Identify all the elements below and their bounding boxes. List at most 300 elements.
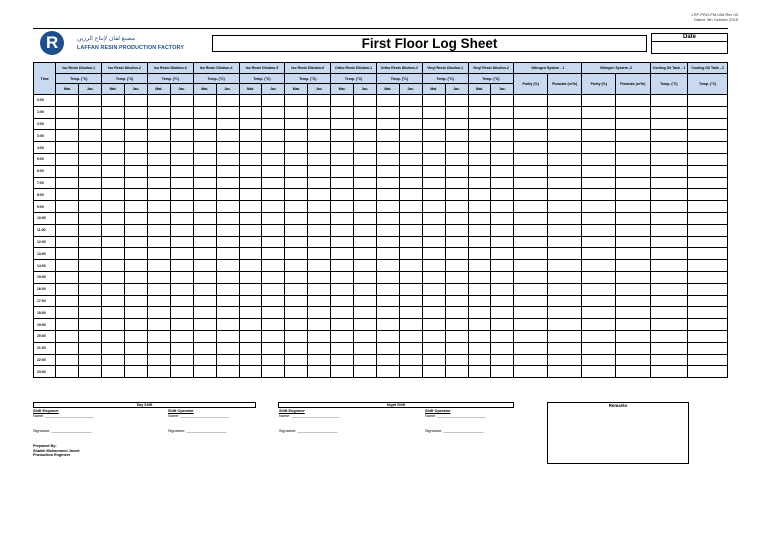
entry-cell[interactable]	[399, 177, 422, 189]
entry-cell[interactable]	[193, 130, 216, 142]
entry-cell[interactable]	[170, 201, 193, 213]
entry-cell[interactable]	[514, 224, 548, 236]
entry-cell[interactable]	[193, 118, 216, 130]
entry-cell[interactable]	[193, 142, 216, 154]
entry-cell[interactable]	[79, 201, 102, 213]
entry-cell[interactable]	[56, 307, 79, 319]
entry-cell[interactable]	[547, 106, 582, 118]
entry-cell[interactable]	[56, 165, 79, 177]
entry-cell[interactable]	[445, 260, 468, 272]
entry-cell[interactable]	[376, 271, 399, 283]
entry-cell[interactable]	[399, 236, 422, 248]
entry-cell[interactable]	[262, 189, 285, 201]
entry-cell[interactable]	[102, 212, 125, 224]
entry-cell[interactable]	[147, 177, 170, 189]
entry-cell[interactable]	[582, 330, 616, 342]
entry-cell[interactable]	[445, 142, 468, 154]
entry-cell[interactable]	[445, 307, 468, 319]
entry-cell[interactable]	[376, 330, 399, 342]
entry-cell[interactable]	[331, 260, 354, 272]
entry-cell[interactable]	[650, 271, 688, 283]
entry-cell[interactable]	[491, 319, 514, 331]
entry-cell[interactable]	[491, 295, 514, 307]
day-operator-signature[interactable]: Signature: ___________________	[168, 429, 227, 433]
entry-cell[interactable]	[56, 130, 79, 142]
entry-cell[interactable]	[399, 283, 422, 295]
entry-cell[interactable]	[79, 260, 102, 272]
entry-cell[interactable]	[650, 342, 688, 354]
entry-cell[interactable]	[376, 342, 399, 354]
entry-cell[interactable]	[354, 189, 377, 201]
entry-cell[interactable]	[422, 201, 445, 213]
entry-cell[interactable]	[354, 248, 377, 260]
entry-cell[interactable]	[216, 354, 239, 366]
entry-cell[interactable]	[262, 224, 285, 236]
entry-cell[interactable]	[56, 260, 79, 272]
entry-cell[interactable]	[56, 283, 79, 295]
entry-cell[interactable]	[147, 307, 170, 319]
entry-cell[interactable]	[262, 212, 285, 224]
entry-cell[interactable]	[216, 106, 239, 118]
entry-cell[interactable]	[216, 95, 239, 107]
entry-cell[interactable]	[125, 118, 148, 130]
entry-cell[interactable]	[514, 307, 548, 319]
entry-cell[interactable]	[376, 260, 399, 272]
entry-cell[interactable]	[491, 130, 514, 142]
entry-cell[interactable]	[147, 106, 170, 118]
entry-cell[interactable]	[514, 95, 548, 107]
entry-cell[interactable]	[147, 142, 170, 154]
entry-cell[interactable]	[147, 330, 170, 342]
entry-cell[interactable]	[376, 153, 399, 165]
night-engineer-name[interactable]: Name: _______________________	[279, 413, 340, 418]
entry-cell[interactable]	[547, 130, 582, 142]
entry-cell[interactable]	[170, 366, 193, 378]
entry-cell[interactable]	[491, 153, 514, 165]
entry-cell[interactable]	[688, 295, 728, 307]
entry-cell[interactable]	[354, 295, 377, 307]
entry-cell[interactable]	[514, 342, 548, 354]
entry-cell[interactable]	[547, 201, 582, 213]
entry-cell[interactable]	[308, 165, 331, 177]
entry-cell[interactable]	[102, 201, 125, 213]
entry-cell[interactable]	[422, 224, 445, 236]
entry-cell[interactable]	[354, 366, 377, 378]
entry-cell[interactable]	[688, 236, 728, 248]
entry-cell[interactable]	[193, 354, 216, 366]
entry-cell[interactable]	[170, 153, 193, 165]
entry-cell[interactable]	[445, 106, 468, 118]
entry-cell[interactable]	[650, 189, 688, 201]
entry-cell[interactable]	[331, 319, 354, 331]
entry-cell[interactable]	[216, 248, 239, 260]
entry-cell[interactable]	[193, 153, 216, 165]
entry-cell[interactable]	[650, 236, 688, 248]
entry-cell[interactable]	[102, 366, 125, 378]
entry-cell[interactable]	[193, 224, 216, 236]
entry-cell[interactable]	[193, 248, 216, 260]
entry-cell[interactable]	[102, 165, 125, 177]
entry-cell[interactable]	[616, 189, 651, 201]
entry-cell[interactable]	[56, 295, 79, 307]
entry-cell[interactable]	[650, 153, 688, 165]
entry-cell[interactable]	[170, 118, 193, 130]
entry-cell[interactable]	[688, 95, 728, 107]
entry-cell[interactable]	[262, 342, 285, 354]
entry-cell[interactable]	[308, 248, 331, 260]
entry-cell[interactable]	[102, 295, 125, 307]
entry-cell[interactable]	[216, 260, 239, 272]
entry-cell[interactable]	[399, 330, 422, 342]
entry-cell[interactable]	[491, 354, 514, 366]
entry-cell[interactable]	[582, 177, 616, 189]
entry-cell[interactable]	[193, 307, 216, 319]
entry-cell[interactable]	[308, 201, 331, 213]
entry-cell[interactable]	[468, 118, 491, 130]
entry-cell[interactable]	[688, 212, 728, 224]
entry-cell[interactable]	[491, 95, 514, 107]
entry-cell[interactable]	[216, 118, 239, 130]
entry-cell[interactable]	[354, 283, 377, 295]
entry-cell[interactable]	[125, 307, 148, 319]
entry-cell[interactable]	[514, 212, 548, 224]
entry-cell[interactable]	[147, 118, 170, 130]
entry-cell[interactable]	[354, 118, 377, 130]
entry-cell[interactable]	[193, 342, 216, 354]
entry-cell[interactable]	[582, 153, 616, 165]
entry-cell[interactable]	[239, 354, 262, 366]
entry-cell[interactable]	[262, 118, 285, 130]
entry-cell[interactable]	[285, 236, 308, 248]
entry-cell[interactable]	[547, 307, 582, 319]
entry-cell[interactable]	[239, 248, 262, 260]
entry-cell[interactable]	[514, 248, 548, 260]
entry-cell[interactable]	[422, 236, 445, 248]
entry-cell[interactable]	[582, 283, 616, 295]
entry-cell[interactable]	[688, 142, 728, 154]
entry-cell[interactable]	[125, 366, 148, 378]
entry-cell[interactable]	[308, 130, 331, 142]
entry-cell[interactable]	[262, 201, 285, 213]
entry-cell[interactable]	[56, 366, 79, 378]
entry-cell[interactable]	[56, 224, 79, 236]
entry-cell[interactable]	[262, 130, 285, 142]
entry-cell[interactable]	[422, 271, 445, 283]
entry-cell[interactable]	[688, 165, 728, 177]
entry-cell[interactable]	[216, 283, 239, 295]
entry-cell[interactable]	[147, 130, 170, 142]
entry-cell[interactable]	[547, 118, 582, 130]
entry-cell[interactable]	[354, 354, 377, 366]
entry-cell[interactable]	[491, 307, 514, 319]
entry-cell[interactable]	[514, 330, 548, 342]
entry-cell[interactable]	[102, 283, 125, 295]
entry-cell[interactable]	[170, 236, 193, 248]
entry-cell[interactable]	[491, 118, 514, 130]
entry-cell[interactable]	[354, 142, 377, 154]
entry-cell[interactable]	[688, 342, 728, 354]
entry-cell[interactable]	[285, 319, 308, 331]
entry-cell[interactable]	[422, 153, 445, 165]
entry-cell[interactable]	[262, 142, 285, 154]
entry-cell[interactable]	[354, 342, 377, 354]
entry-cell[interactable]	[216, 201, 239, 213]
entry-cell[interactable]	[239, 319, 262, 331]
entry-cell[interactable]	[170, 224, 193, 236]
entry-cell[interactable]	[491, 189, 514, 201]
entry-cell[interactable]	[468, 212, 491, 224]
entry-cell[interactable]	[147, 224, 170, 236]
entry-cell[interactable]	[468, 283, 491, 295]
entry-cell[interactable]	[616, 165, 651, 177]
entry-cell[interactable]	[376, 224, 399, 236]
entry-cell[interactable]	[239, 236, 262, 248]
entry-cell[interactable]	[582, 366, 616, 378]
entry-cell[interactable]	[170, 248, 193, 260]
entry-cell[interactable]	[308, 118, 331, 130]
entry-cell[interactable]	[285, 142, 308, 154]
entry-cell[interactable]	[468, 260, 491, 272]
entry-cell[interactable]	[616, 224, 651, 236]
entry-cell[interactable]	[331, 106, 354, 118]
entry-cell[interactable]	[285, 153, 308, 165]
entry-cell[interactable]	[422, 342, 445, 354]
entry-cell[interactable]	[239, 283, 262, 295]
entry-cell[interactable]	[468, 177, 491, 189]
entry-cell[interactable]	[239, 295, 262, 307]
entry-cell[interactable]	[650, 130, 688, 142]
entry-cell[interactable]	[491, 271, 514, 283]
entry-cell[interactable]	[616, 307, 651, 319]
entry-cell[interactable]	[262, 366, 285, 378]
entry-cell[interactable]	[514, 271, 548, 283]
entry-cell[interactable]	[262, 283, 285, 295]
entry-cell[interactable]	[125, 260, 148, 272]
entry-cell[interactable]	[125, 248, 148, 260]
entry-cell[interactable]	[262, 295, 285, 307]
entry-cell[interactable]	[582, 201, 616, 213]
entry-cell[interactable]	[616, 236, 651, 248]
entry-cell[interactable]	[79, 118, 102, 130]
entry-cell[interactable]	[239, 177, 262, 189]
entry-cell[interactable]	[616, 283, 651, 295]
entry-cell[interactable]	[468, 354, 491, 366]
entry-cell[interactable]	[125, 271, 148, 283]
entry-cell[interactable]	[193, 106, 216, 118]
entry-cell[interactable]	[445, 236, 468, 248]
entry-cell[interactable]	[147, 153, 170, 165]
entry-cell[interactable]	[147, 95, 170, 107]
entry-cell[interactable]	[616, 201, 651, 213]
entry-cell[interactable]	[616, 271, 651, 283]
entry-cell[interactable]	[616, 153, 651, 165]
entry-cell[interactable]	[79, 236, 102, 248]
entry-cell[interactable]	[582, 260, 616, 272]
entry-cell[interactable]	[125, 189, 148, 201]
entry-cell[interactable]	[56, 95, 79, 107]
entry-cell[interactable]	[547, 271, 582, 283]
entry-cell[interactable]	[262, 260, 285, 272]
entry-cell[interactable]	[102, 130, 125, 142]
entry-cell[interactable]	[216, 153, 239, 165]
entry-cell[interactable]	[547, 319, 582, 331]
entry-cell[interactable]	[582, 130, 616, 142]
entry-cell[interactable]	[514, 354, 548, 366]
entry-cell[interactable]	[216, 130, 239, 142]
entry-cell[interactable]	[193, 366, 216, 378]
entry-cell[interactable]	[445, 319, 468, 331]
entry-cell[interactable]	[193, 189, 216, 201]
entry-cell[interactable]	[468, 165, 491, 177]
entry-cell[interactable]	[216, 142, 239, 154]
entry-cell[interactable]	[239, 95, 262, 107]
entry-cell[interactable]	[582, 236, 616, 248]
entry-cell[interactable]	[514, 130, 548, 142]
entry-cell[interactable]	[56, 271, 79, 283]
entry-cell[interactable]	[376, 130, 399, 142]
entry-cell[interactable]	[285, 212, 308, 224]
entry-cell[interactable]	[468, 224, 491, 236]
entry-cell[interactable]	[308, 177, 331, 189]
entry-cell[interactable]	[445, 271, 468, 283]
entry-cell[interactable]	[399, 106, 422, 118]
entry-cell[interactable]	[491, 260, 514, 272]
entry-cell[interactable]	[422, 177, 445, 189]
entry-cell[interactable]	[285, 330, 308, 342]
entry-cell[interactable]	[79, 130, 102, 142]
entry-cell[interactable]	[422, 307, 445, 319]
entry-cell[interactable]	[616, 295, 651, 307]
entry-cell[interactable]	[262, 330, 285, 342]
entry-cell[interactable]	[547, 153, 582, 165]
entry-cell[interactable]	[262, 307, 285, 319]
entry-cell[interactable]	[376, 142, 399, 154]
entry-cell[interactable]	[354, 177, 377, 189]
entry-cell[interactable]	[125, 224, 148, 236]
entry-cell[interactable]	[354, 130, 377, 142]
entry-cell[interactable]	[422, 118, 445, 130]
entry-cell[interactable]	[79, 330, 102, 342]
entry-cell[interactable]	[308, 153, 331, 165]
entry-cell[interactable]	[582, 342, 616, 354]
entry-cell[interactable]	[262, 236, 285, 248]
entry-cell[interactable]	[331, 118, 354, 130]
entry-cell[interactable]	[547, 236, 582, 248]
entry-cell[interactable]	[354, 106, 377, 118]
entry-cell[interactable]	[491, 236, 514, 248]
entry-cell[interactable]	[239, 366, 262, 378]
entry-cell[interactable]	[102, 189, 125, 201]
entry-cell[interactable]	[147, 248, 170, 260]
entry-cell[interactable]	[170, 95, 193, 107]
entry-cell[interactable]	[170, 330, 193, 342]
entry-cell[interactable]	[262, 354, 285, 366]
entry-cell[interactable]	[147, 212, 170, 224]
entry-cell[interactable]	[308, 236, 331, 248]
entry-cell[interactable]	[193, 212, 216, 224]
entry-cell[interactable]	[547, 177, 582, 189]
entry-cell[interactable]	[79, 319, 102, 331]
entry-cell[interactable]	[688, 354, 728, 366]
entry-cell[interactable]	[399, 319, 422, 331]
entry-cell[interactable]	[422, 366, 445, 378]
entry-cell[interactable]	[582, 142, 616, 154]
entry-cell[interactable]	[308, 295, 331, 307]
entry-cell[interactable]	[582, 295, 616, 307]
entry-cell[interactable]	[376, 366, 399, 378]
entry-cell[interactable]	[79, 106, 102, 118]
entry-cell[interactable]	[616, 366, 651, 378]
entry-cell[interactable]	[616, 95, 651, 107]
entry-cell[interactable]	[582, 354, 616, 366]
entry-cell[interactable]	[125, 319, 148, 331]
night-engineer-signature[interactable]: Signature: ___________________	[279, 429, 338, 433]
entry-cell[interactable]	[308, 366, 331, 378]
entry-cell[interactable]	[582, 106, 616, 118]
entry-cell[interactable]	[193, 95, 216, 107]
entry-cell[interactable]	[445, 95, 468, 107]
entry-cell[interactable]	[376, 118, 399, 130]
entry-cell[interactable]	[193, 271, 216, 283]
entry-cell[interactable]	[193, 260, 216, 272]
day-engineer-name[interactable]: Name: _______________________	[33, 413, 94, 418]
entry-cell[interactable]	[331, 366, 354, 378]
entry-cell[interactable]	[399, 224, 422, 236]
entry-cell[interactable]	[331, 177, 354, 189]
entry-cell[interactable]	[491, 165, 514, 177]
entry-cell[interactable]	[102, 106, 125, 118]
entry-cell[interactable]	[491, 142, 514, 154]
entry-cell[interactable]	[445, 366, 468, 378]
entry-cell[interactable]	[582, 248, 616, 260]
entry-cell[interactable]	[468, 319, 491, 331]
entry-cell[interactable]	[650, 283, 688, 295]
entry-cell[interactable]	[422, 248, 445, 260]
entry-cell[interactable]	[582, 307, 616, 319]
entry-cell[interactable]	[547, 224, 582, 236]
entry-cell[interactable]	[399, 153, 422, 165]
entry-cell[interactable]	[399, 354, 422, 366]
entry-cell[interactable]	[285, 224, 308, 236]
entry-cell[interactable]	[445, 153, 468, 165]
entry-cell[interactable]	[616, 330, 651, 342]
entry-cell[interactable]	[468, 236, 491, 248]
entry-cell[interactable]	[688, 106, 728, 118]
entry-cell[interactable]	[239, 224, 262, 236]
entry-cell[interactable]	[468, 248, 491, 260]
entry-cell[interactable]	[239, 189, 262, 201]
entry-cell[interactable]	[193, 165, 216, 177]
entry-cell[interactable]	[308, 142, 331, 154]
entry-cell[interactable]	[285, 248, 308, 260]
entry-cell[interactable]	[376, 236, 399, 248]
entry-cell[interactable]	[331, 271, 354, 283]
entry-cell[interactable]	[308, 224, 331, 236]
entry-cell[interactable]	[376, 283, 399, 295]
night-operator-name[interactable]: Name: _______________________	[425, 413, 486, 418]
entry-cell[interactable]	[468, 106, 491, 118]
entry-cell[interactable]	[445, 118, 468, 130]
entry-cell[interactable]	[79, 189, 102, 201]
entry-cell[interactable]	[491, 342, 514, 354]
entry-cell[interactable]	[399, 201, 422, 213]
entry-cell[interactable]	[445, 212, 468, 224]
entry-cell[interactable]	[445, 201, 468, 213]
entry-cell[interactable]	[331, 142, 354, 154]
entry-cell[interactable]	[468, 189, 491, 201]
entry-cell[interactable]	[376, 95, 399, 107]
entry-cell[interactable]	[56, 153, 79, 165]
